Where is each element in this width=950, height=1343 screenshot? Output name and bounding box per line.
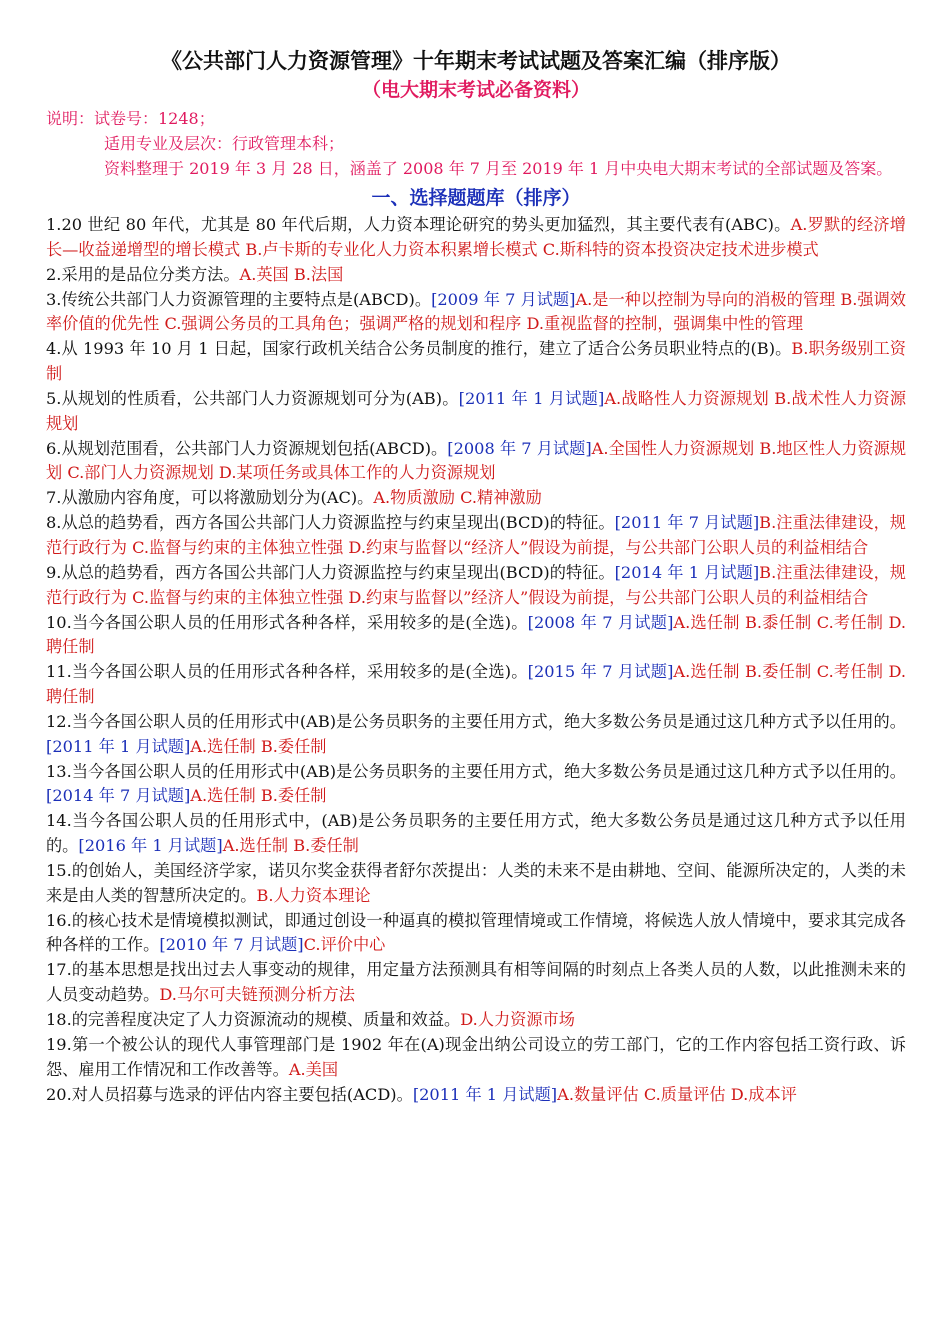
question-item [46,710,906,760]
question-text: 2.采用的是品位分类方法。 [46,264,240,284]
answer-text: A.选任制 B.黍任制 C.考任制 D.聘任制 [46,612,907,657]
question-text: 6.从规划范围看，公共部门人力资源规划包括(ABCD)。 [46,438,448,458]
question-item [46,809,906,859]
exam-date-tag: [2015 年 7 月试题] [527,662,674,682]
answer-text: A.全国性人力资源规划 B.地区性人力资源规划 C.部门人力资源规划 D.某项任务或具体工作的人力资源规划 [46,438,907,483]
question-text: 12.当今各国公职人员的任用形式中(AB)是公务员职务的主要任用方式，绝大多数公务员是通过这几种方式予以任用的。 [46,711,906,731]
question-text: 15.的创始人，美国经济学家，诺贝尔奖金获得者舒尔茨提出：人类的未来不是由耕地、空间、能源所决定的，人类的未来是由人类的智慧所决定的。 [46,860,906,905]
answer-text: A.美国 [288,1059,339,1079]
question-text: 11.当今各国公职人员的任用形式各种各样，采用较多的是(全选)。 [46,662,528,682]
question-text: 8.从总的趋势看，西方各国公共部门人力资源监控与约束呈现出(BCD)的特征。 [46,513,615,533]
answer-text: B.职务级别工资制 [46,339,906,384]
question-item [46,486,906,511]
question-list [46,213,906,1107]
exam-date-tag: [2014 年 1 月试题] [614,562,760,582]
exam-date-tag: [2008 年 7 月试题] [527,612,674,632]
answer-text: A.选任制 B.委任制 [190,786,327,806]
question-item [46,263,906,288]
answer-text: B.注重法律建设，规范行政行为 C.监督与约束的主体独立性强 D.约束与监督以”经济人”假设为前提，与公共部门公职人员的利益相结合 [46,562,906,607]
question-item [46,437,906,487]
answer-text: A.是一种以控制为导向的消极的管理 B.强调效率价值的优先性 C.强调公务员的工具角色；强调严格的规划和程序 D.重视监督的控制，强调集中性的管理 [46,289,906,334]
answer-text: A.选任制 B.委任制 [222,836,359,856]
question-text: 18.的完善程度决定了人力资源流动的规模、质量和效益。 [46,1010,461,1029]
answer-text: D.人力资源市场 [460,1010,575,1029]
question-item [46,1083,906,1108]
exam-date-tag: [2014 年 7 月试题] [46,786,191,806]
question-text: 1.20 世纪 80 年代，尤其是 80 年代后期，人力资本理论研究的势头更加猛烈，其主要代表有(ABC)。 [46,215,791,234]
exam-date-tag: [2008 年 7 月试题] [447,438,592,458]
question-text: 20.对人员招募与选录的评估内容主要包括(ACD)。 [46,1084,413,1104]
question-item [46,387,906,437]
question-text: 13.当今各国公职人员的任用形式中(AB)是公务员职务的主要任用方式，绝大多数公务员是通过这几种方式予以任用的。 [46,761,906,781]
question-item [46,859,906,909]
document-page [46,46,906,1107]
question-item [46,909,906,959]
answer-text: A.数量评估 C.质量评估 D.成本评 [557,1084,797,1104]
exam-date-tag: [2011 年 1 月试题] [46,736,191,756]
document-note [46,106,906,181]
question-item [46,760,906,810]
question-text: 16.的核心技术是情境模拟测试，即通过创设一种逼真的模拟管理情境或工作情境，将候选人放人情境中，要求其完成各种各样的工作。 [46,910,906,955]
question-item [46,337,906,387]
exam-date-tag: [2011 年 1 月试题] [412,1084,558,1104]
question-item [46,511,906,561]
question-text: 7.从激励内容角度，可以将激励划分为(AC)。 [46,488,374,508]
answer-text: A.物质激励 C.精神激励 [373,488,542,508]
question-text: 3.传统公共部门人力资源管理的主要特点是(ABCD)。 [46,289,432,309]
question-item [46,1033,906,1083]
question-item [46,288,906,338]
question-text: 5.从规划的性质看，公共部门人力资源规划可分为(AB)。 [46,388,459,408]
exam-date-tag: [2009 年 7 月试题] [431,289,576,309]
answer-text: A.选任制 B.委任制 C.考任制 D.聘任制 [46,662,907,707]
note-line-coverage: 资料整理于 2019 年 3 月 28 日，涵盖了 2008 年 7 月至 2019 年 1 月中央电大期末考试的全部试题及答案。 [104,159,893,178]
question-text: 14.当今各国公职人员的任用形式中，(AB)是公务员职务的主要任用方式，绝大多数公务员是通过这几种方式予以任用的。 [46,811,906,856]
question-text: 10.当今各国公职人员的任用形式各种各样，采用较多的是(全选)。 [46,612,528,632]
question-item [46,611,906,661]
question-text: 9.从总的趋势看，西方各国公共部门人力资源监控与约束呈现出(BCD)的特征。 [46,562,615,582]
question-item [46,958,906,1008]
question-text: 17.的基本思想是找出过去人事变动的规律，用定量方法预测具有相等间隔的时刻点上各类人员的人数，以此推测未来的人员变动趋势。 [46,960,906,1005]
document-title: 《公共部门人力资源管理》十年期末考试试题及答案汇编（排序版） [161,49,791,73]
document-subtitle: （电大期末考试必备资料） [361,79,590,101]
answer-text: D.马尔可夫链预测分析方法 [159,985,355,1005]
note-line-exam-number: 说明：试卷号：1248； [46,109,215,128]
question-item [46,1008,906,1033]
answer-text: C.评价中心 [303,935,386,955]
answer-text: A.罗默的经济增长—收益递增型的增长模式 B.卢卡斯的专业化人力资本积累增长模式 C.斯科特的资本投资决定技术进步模式 [46,215,906,259]
exam-date-tag: [2011 年 7 月试题] [614,513,760,533]
answer-text: A.选任制 B.委任制 [190,736,327,756]
exam-date-tag: [2011 年 1 月试题] [458,388,605,408]
question-item [46,660,906,710]
note-line-major: 适用专业及层次：行政管理本科； [104,134,345,153]
question-text: 4.从 1993 年 10 月 1 日起，国家行政机关结合公务员制度的推行，建立了适合公务员职业特点的(B)。 [46,339,792,359]
answer-text: B.注重法律建设，规范行政行为 C.监督与约束的主体独立性强 D.约束与监督以“经济人”假设为前提，与公共部门公职人员的利益相结合 [46,513,906,557]
section-title: 一、选择题题库（排序） [371,187,581,209]
exam-date-tag: [2016 年 1 月试题] [78,836,223,856]
answer-text: A.英国 B.法国 [239,264,344,284]
exam-date-tag: [2010 年 7 月试题] [159,935,304,955]
question-item [46,561,906,611]
question-text: 19.第一个被公认的现代人事管理部门是 1902 年在(A)现金出纳公司设立的劳工部门，它的工作内容包括工资行政、诉怨、雇用工作情况和工作改善等。 [46,1034,906,1079]
answer-text: A.战略性人力资源规划 B.战术性人力资源规划 [46,388,907,433]
question-item [46,213,906,263]
answer-text: B.人力资本理论 [256,885,371,905]
